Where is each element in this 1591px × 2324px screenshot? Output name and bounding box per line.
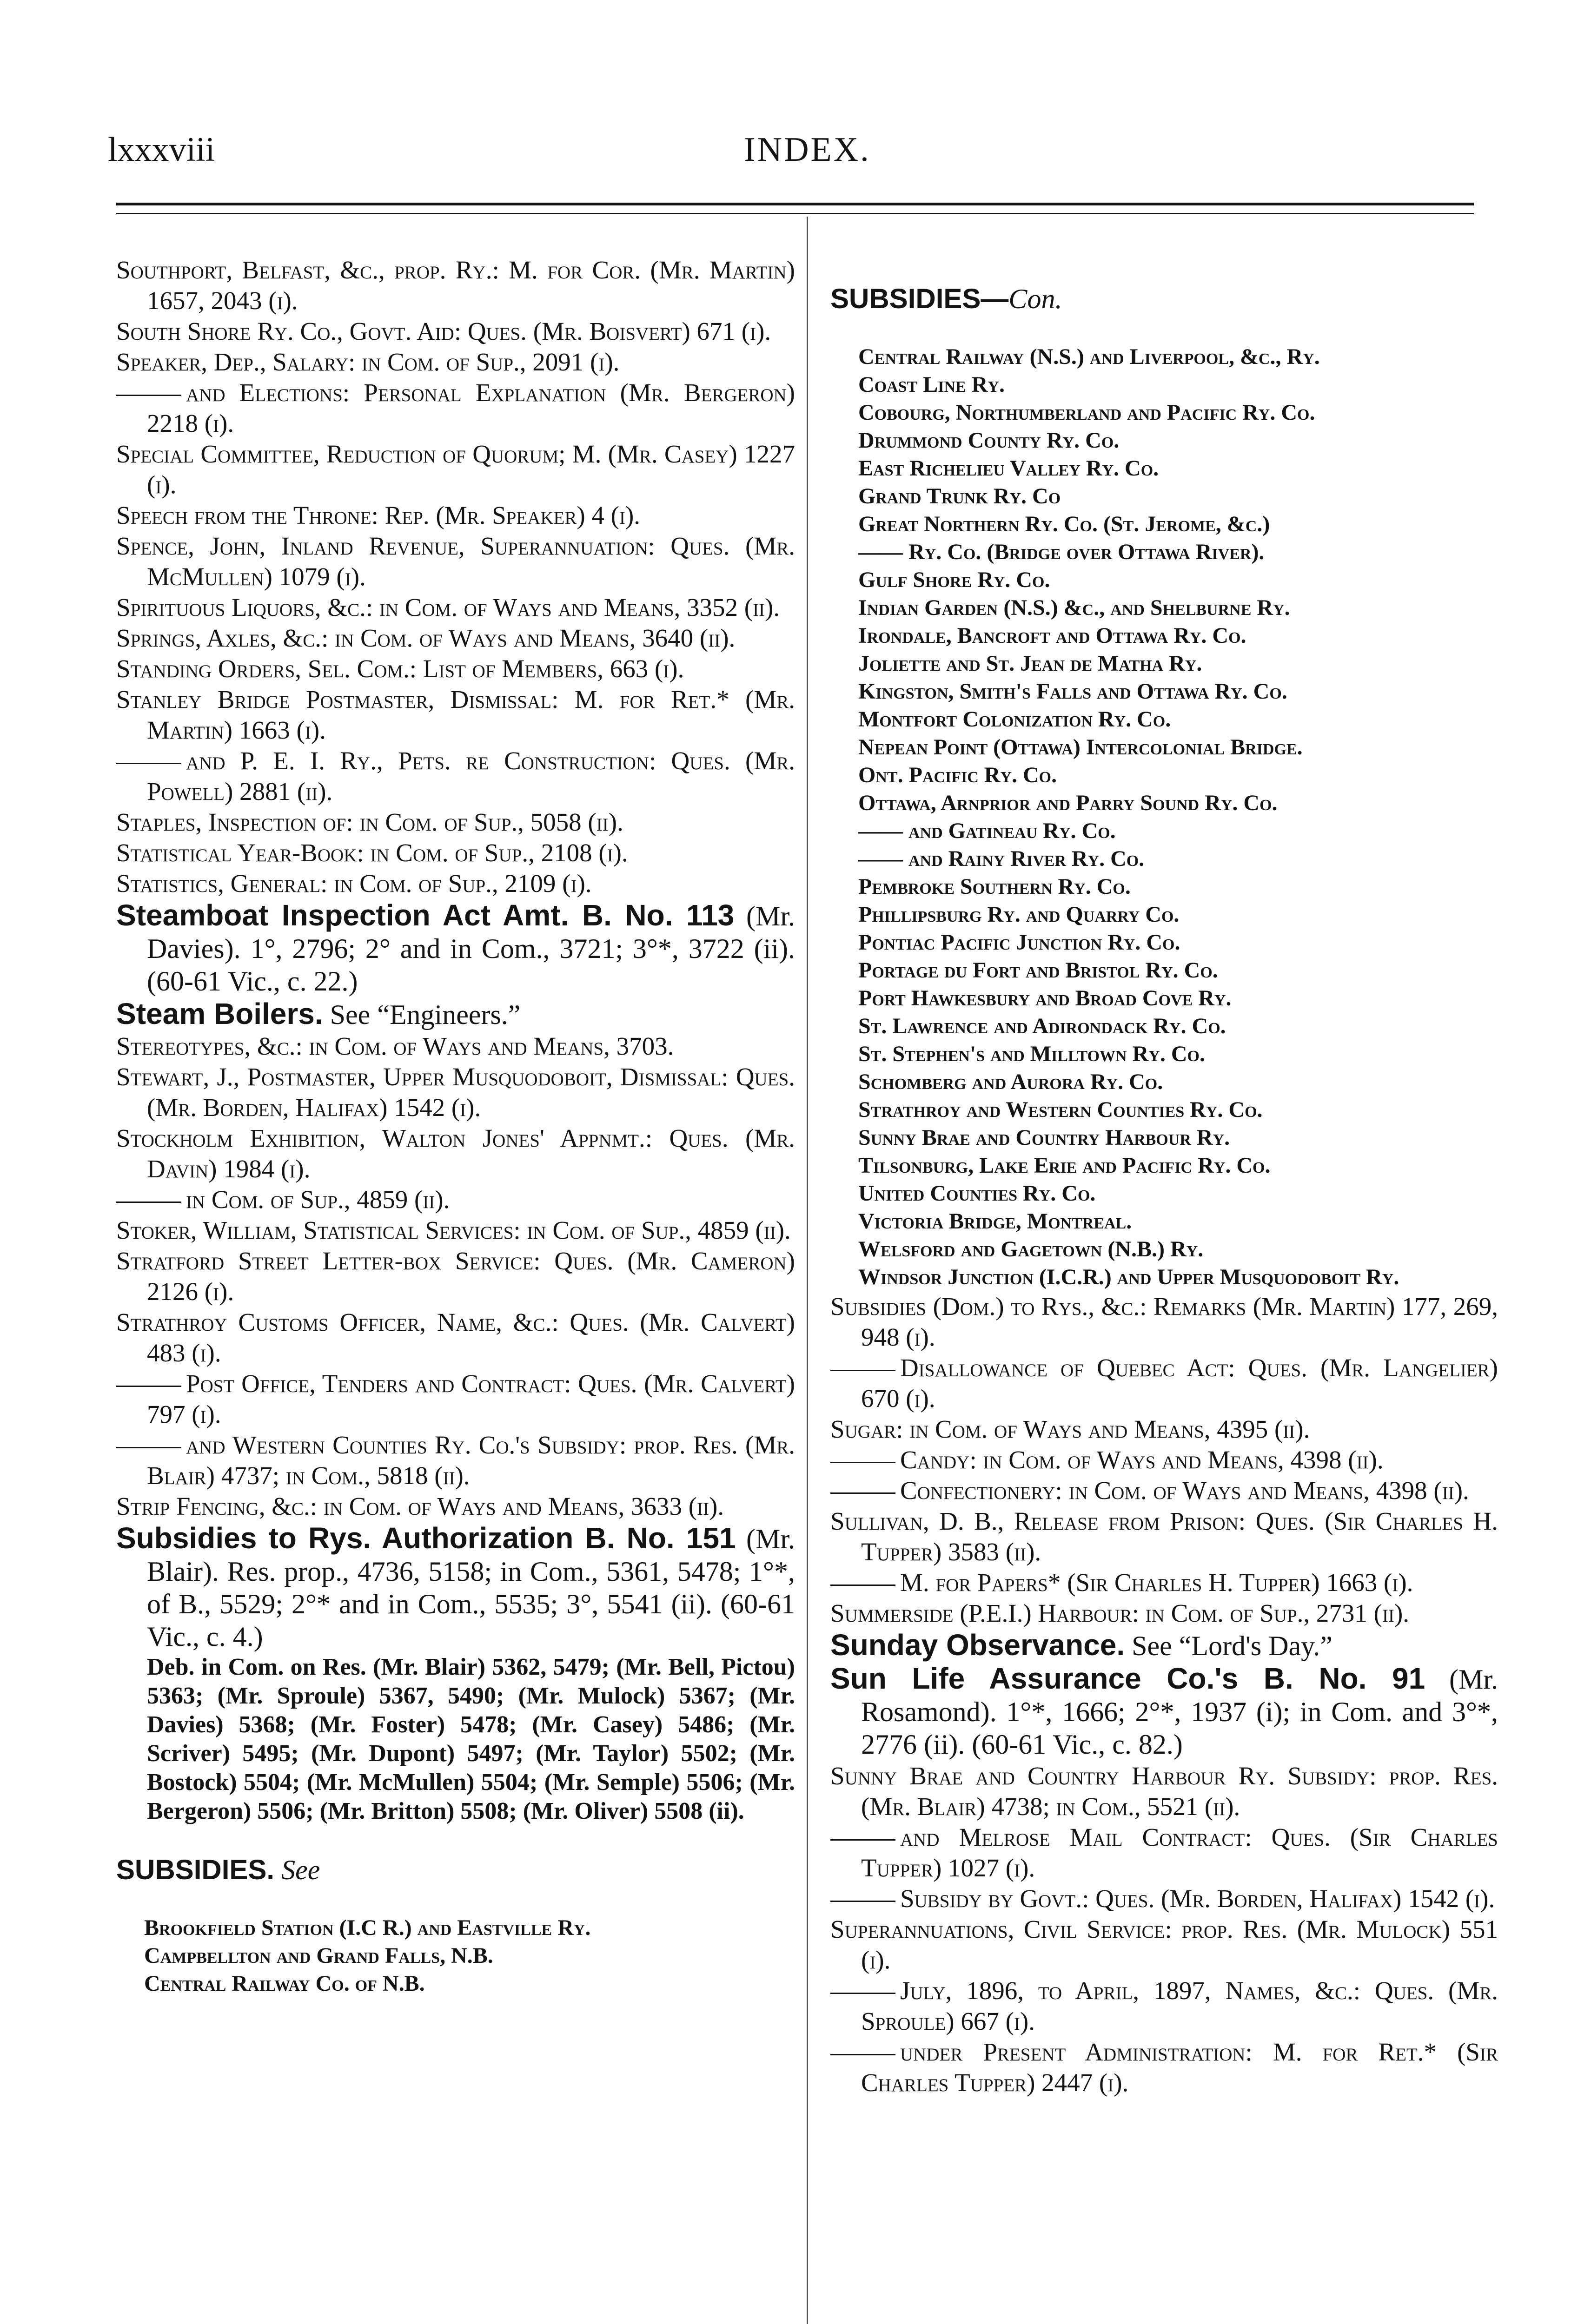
index-entry: Strip Fencing, &c.: in Com. of Ways and Means, 3633 (ii). <box>116 1492 724 1520</box>
repeat-dash <box>830 2054 895 2055</box>
index-entry: Stoker, William, Statistical Services: in Com. of Sup., 4859 (ii). <box>116 1216 791 1244</box>
subsidy-item: Grand Trunk Ry. Co <box>858 484 1061 508</box>
index-entry: Spirituous Liquors, &c.: in Com. of Ways and Means, 3352 (ii). <box>116 593 780 621</box>
subentry-text: and Elections: Personal Explanation (Mr. Bergeron) 2218 (i). <box>147 378 795 437</box>
header-rule-thick <box>116 203 1474 205</box>
index-entry: Speaker, Dep., Salary: in Com. of Sup., 2091 (i). <box>116 348 620 376</box>
bill-heading: Steamboat Inspection Act Amt. B. No. 113 <box>116 898 735 932</box>
subentry-text: July, 1896, to April, 1897, Names, &c.: Ques. (Mr. Sproule) 667 (i). <box>861 1976 1498 2035</box>
repeat-dash <box>830 1839 895 1841</box>
index-entry: Standing Orders, Sel. Com.: List of Members, 663 (i). <box>116 654 684 683</box>
bill-text: (Mr. Rosamond). 1°*, 1666; 2°*, 1937 (i); in Com. and 3°*, 2776 (ii). (60-61 Vic., c. 82.) <box>861 1664 1498 1760</box>
subsidy-item: Windsor Junction (I.C.R.) and Upper Musquodoboit Ry. <box>858 1265 1399 1289</box>
bill-heading: Sunday Observance. <box>830 1628 1125 1662</box>
header-rule-thin <box>116 213 1474 214</box>
index-subentry <box>116 746 795 807</box>
subsidy-item: Victoria Bridge, Montreal. <box>858 1209 1132 1234</box>
repeat-dash <box>830 1993 895 1994</box>
subsidy-item: Central Railway Co. of N.B. <box>144 1971 425 1996</box>
subsidy-item: Schomberg and Aurora Ry. Co. <box>858 1070 1163 1094</box>
subsidy-item: Gulf Shore Ry. Co. <box>858 568 1050 592</box>
page-number: lxxxviii <box>108 131 215 169</box>
repeat-dash <box>116 1447 181 1448</box>
repeat-dash <box>116 395 181 396</box>
subsidy-item: Sunny Brae and Country Harbour Ry. <box>858 1125 1230 1150</box>
index-entry: Springs, Axles, &c.: in Com. of Ways and Means, 3640 (ii). <box>116 624 736 652</box>
subsidy-item: Kingston, Smith's Falls and Ottawa Ry. Co. <box>858 679 1287 704</box>
bill-entry <box>116 899 795 997</box>
bill-heading: Sun Life Assurance Co.'s B. No. 91 <box>830 1662 1425 1695</box>
repeat-dash <box>830 1370 895 1371</box>
subsidy-item: Central Railway (N.S.) and Liverpool, &c., Ry. <box>858 344 1320 369</box>
bill-heading: Steam Boilers. <box>116 997 323 1030</box>
index-subentry <box>830 1883 1498 1914</box>
subsidy-item: Drummond County Ry. Co. <box>858 428 1120 453</box>
bill-text: See “Lord's Day.” <box>1125 1631 1332 1661</box>
subsidy-item: Cobourg, Northumberland and Pacific Ry. Co. <box>858 400 1315 425</box>
index-subentry <box>830 1975 1498 2037</box>
debate-list: Deb. in Com. on Res. (Mr. Blair) 5362, 5479; (Mr. Bell, Pictou) 5363; (Mr. Sproule) 5367, 5490; (Mr. Mulock) 5367; (Mr. Davies) 5368; (Mr. Foster) 5478; (Mr. Casey) 5486; (Mr. Scriver) 5495; (Mr. Dupont) 5497; (Mr. Taylor) 5502; (Mr. Bostock) 5504; (Mr. McMullen) 5504; (Mr. Semple) 5506; (Mr. Bergeron) 5506; (Mr. Britton) 5508; (Mr. Oliver) 5508 (ii). <box>147 1654 795 1824</box>
bill-heading: Subsidies to Rys. Authorization B. No. 151 <box>116 1521 736 1555</box>
bill-text: (Mr. Davies). 1°, 2796; 2° and in Com., 3721; 3°*, 3722 (ii). (60-61 Vic., c. 22.) <box>147 901 796 997</box>
subsidy-item: Phillipsburg Ry. and Quarry Co. <box>858 902 1180 927</box>
index-entry: Spence, John, Inland Revenue, Superannuation: Ques. (Mr. McMullen) 1079 (i). <box>116 532 795 591</box>
index-entry: Stereotypes, &c.: in Com. of Ways and Means, 3703. <box>116 1032 674 1060</box>
section-heading-see: See <box>274 1855 320 1885</box>
subentry-text: and Melrose Mail Contract: Ques. (Sir Charles Tupper) 1027 (i). <box>861 1823 1498 1882</box>
repeat-dash <box>116 1202 181 1203</box>
subsidy-item: Coast Line Ry. <box>858 372 1005 397</box>
index-entry: Stewart, J., Postmaster, Upper Musquodoboit, Dismissal: Ques. (Mr. Borden, Halifax) 1542 (i). <box>116 1063 795 1122</box>
subsidy-item: Ottawa, Arnprior and Parry Sound Ry. Co. <box>858 791 1278 815</box>
subentry-text: Candy: in Com. of Ways and Means, 4398 (ii). <box>900 1446 1384 1474</box>
index-entry: Sunny Brae and Country Harbour Ry. Subsidy: prop. Res. (Mr. Blair) 4738; in Com., 5521 (ii). <box>830 1762 1498 1821</box>
subsidy-item: Pembroke Southern Ry. Co. <box>858 874 1131 899</box>
subentry-text: and P. E. I. Ry., Pets. re Construction: Ques. (Mr. Powell) 2881 (ii). <box>147 746 795 805</box>
index-subentry <box>830 1445 1498 1475</box>
repeat-dash <box>830 1901 895 1902</box>
subentry-text: in Com. of Sup., 4859 (ii). <box>186 1185 450 1214</box>
subsidy-item: Montfort Colonization Ry. Co. <box>858 707 1171 732</box>
index-entry: Stockholm Exhibition, Walton Jones' Appnmt.: Ques. (Mr. Davin) 1984 (i). <box>116 1124 795 1183</box>
index-entry: Southport, Belfast, &c., prop. Ry.: M. for Cor. (Mr. Martin) 1657, 2043 (i). <box>116 256 795 315</box>
index-subentry <box>830 1353 1498 1414</box>
index-entry: Subsidies (Dom.) to Rys., &c.: Remarks (Mr. Martin) 177, 269, 948 (i). <box>830 1292 1498 1351</box>
column-divider <box>807 217 808 2324</box>
subentry-text: M. for Papers* (Sir Charles H. Tupper) 1663 (i). <box>900 1568 1413 1597</box>
subsidy-item: Joliette and St. Jean de Matha Ry. <box>858 651 1202 676</box>
index-entry: Superannuations, Civil Service: prop. Res. (Mr. Mulock) 551 (i). <box>830 1915 1498 1974</box>
subentry-text: Post Office, Tenders and Contract: Ques. (Mr. Calvert) 797 (i). <box>147 1369 795 1428</box>
index-entry: Stanley Bridge Postmaster, Dismissal: M. for Ret.* (Mr. Martin) 1663 (i). <box>116 685 795 744</box>
right-column <box>830 255 1498 2098</box>
index-subentry <box>830 1567 1498 1598</box>
subsidy-item: Welsford and Gagetown (N.B.) Ry. <box>858 1237 1204 1261</box>
subentry-text: Subsidy by Govt.: Ques. (Mr. Borden, Halifax) 1542 (i). <box>900 1884 1495 1913</box>
index-entry: Strathroy Customs Officer, Name, &c.: Ques. (Mr. Calvert) 483 (i). <box>116 1308 795 1367</box>
subsidy-item: Nepean Point (Ottawa) Intercolonial Bridge. <box>858 735 1303 759</box>
repeat-dash <box>830 1492 895 1494</box>
index-entry: Stratford Street Letter-box Service: Ques. (Mr. Cameron) 2126 (i). <box>116 1247 795 1306</box>
index-subentry <box>830 1822 1498 1883</box>
subsidy-item: Pontiac Pacific Junction Ry. Co. <box>858 930 1180 955</box>
section-heading <box>830 283 1498 315</box>
subsidy-item: —— and Rainy River Ry. Co. <box>858 846 1145 871</box>
index-subentry <box>116 1430 795 1491</box>
subsidy-item: Strathroy and Western Counties Ry. Co. <box>858 1097 1263 1122</box>
index-entry: Special Committee, Reduction of Quorum; M. (Mr. Casey) 1227 (i). <box>116 440 795 499</box>
subentry-text: under Present Administration: M. for Ret.* (Sir Charles Tupper) 2447 (i). <box>861 2038 1498 2097</box>
index-entry: Sugar: in Com. of Ways and Means, 4395 (ii). <box>830 1415 1310 1443</box>
section-heading-text: SUBSIDIES. <box>116 1854 275 1885</box>
subsidy-item: —— Ry. Co. (Bridge over Ottawa River). <box>858 540 1265 564</box>
bill-entry <box>830 1662 1498 1761</box>
repeat-dash <box>830 1585 895 1586</box>
index-subentry <box>830 1475 1498 1506</box>
subsidy-item: East Richelieu Valley Ry. Co. <box>858 456 1159 481</box>
bill-entry <box>116 997 795 1031</box>
index-entry: South Shore Ry. Co., Govt. Aid: Ques. (Mr. Boisvert) 671 (i). <box>116 317 771 345</box>
bill-entry <box>830 1629 1498 1662</box>
index-entry: Sullivan, D. B., Release from Prison: Ques. (Sir Charles H. Tupper) 3583 (ii). <box>830 1507 1498 1566</box>
subsidy-item: St. Lawrence and Adirondack Ry. Co. <box>858 1014 1226 1038</box>
subsidy-item: Brookfield Station (I.C R.) and Eastville Ry. <box>144 1915 591 1940</box>
page-title: INDEX. <box>744 131 871 169</box>
bill-text: (Mr. Blair). Res. prop., 4736, 5158; in Com., 5361, 5478; 1°*, of B., 5529; 2°* and in Com., 5535; 3°, 5541 (ii). (60-61 Vic., c. 4.) <box>147 1524 796 1652</box>
index-subentry <box>830 2037 1498 2098</box>
subsidy-item: Portage du Fort and Bristol Ry. Co. <box>858 958 1218 983</box>
index-subentry <box>116 1184 795 1215</box>
bill-entry <box>116 1522 795 1653</box>
section-heading-see: Con. <box>1008 284 1062 314</box>
subsidy-item: Tilsonburg, Lake Erie and Pacific Ry. Co. <box>858 1153 1271 1178</box>
repeat-dash <box>830 1462 895 1463</box>
subsidy-item: Ont. Pacific Ry. Co. <box>858 763 1057 787</box>
subentry-text: and Western Counties Ry. Co.'s Subsidy: prop. Res. (Mr. Blair) 4737; in Com., 5818 (ii). <box>147 1431 795 1490</box>
subsidy-item: United Counties Ry. Co. <box>858 1181 1096 1206</box>
subsidy-item: Irondale, Bancroft and Ottawa Ry. Co. <box>858 623 1246 648</box>
bill-text: See “Engineers.” <box>323 999 521 1030</box>
subsidy-item: Campbellton and Grand Falls, N.B. <box>144 1943 493 1968</box>
index-entry: Speech from the Throne: Rep. (Mr. Speaker) 4 (i). <box>116 501 641 529</box>
index-entry: Statistical Year-Book: in Com. of Sup., 2108 (i). <box>116 838 628 867</box>
index-entry: Statistics, General: in Com. of Sup., 2109 (i). <box>116 869 592 898</box>
repeat-dash <box>116 763 181 764</box>
subsidy-item: Great Northern Ry. Co. (St. Jerome, &c.) <box>858 512 1270 536</box>
subsidy-item: Indian Garden (N.S.) &c., and Shelburne Ry. <box>858 595 1290 620</box>
section-heading <box>116 1854 795 1886</box>
left-column <box>116 255 795 1998</box>
index-subentry <box>116 1368 795 1430</box>
subsidy-item: St. Stephen's and Milltown Ry. Co. <box>858 1042 1205 1066</box>
index-subentry <box>116 377 795 439</box>
section-heading-text: SUBSIDIES— <box>830 283 1009 314</box>
subsidy-item: Port Hawkesbury and Broad Cove Ry. <box>858 986 1232 1010</box>
subsidy-item: —— and Gatineau Ry. Co. <box>858 819 1116 843</box>
index-entry: Summerside (P.E.I.) Harbour: in Com. of Sup., 2731 (ii). <box>830 1599 1410 1627</box>
repeat-dash <box>116 1386 181 1387</box>
subentry-text: Confectionery: in Com. of Ways and Means, 4398 (ii). <box>900 1476 1469 1505</box>
subentry-text: Disallowance of Quebec Act: Ques. (Mr. Langelier) 670 (i). <box>861 1353 1498 1413</box>
index-entry: Staples, Inspection of: in Com. of Sup., 5058 (ii). <box>116 808 623 836</box>
